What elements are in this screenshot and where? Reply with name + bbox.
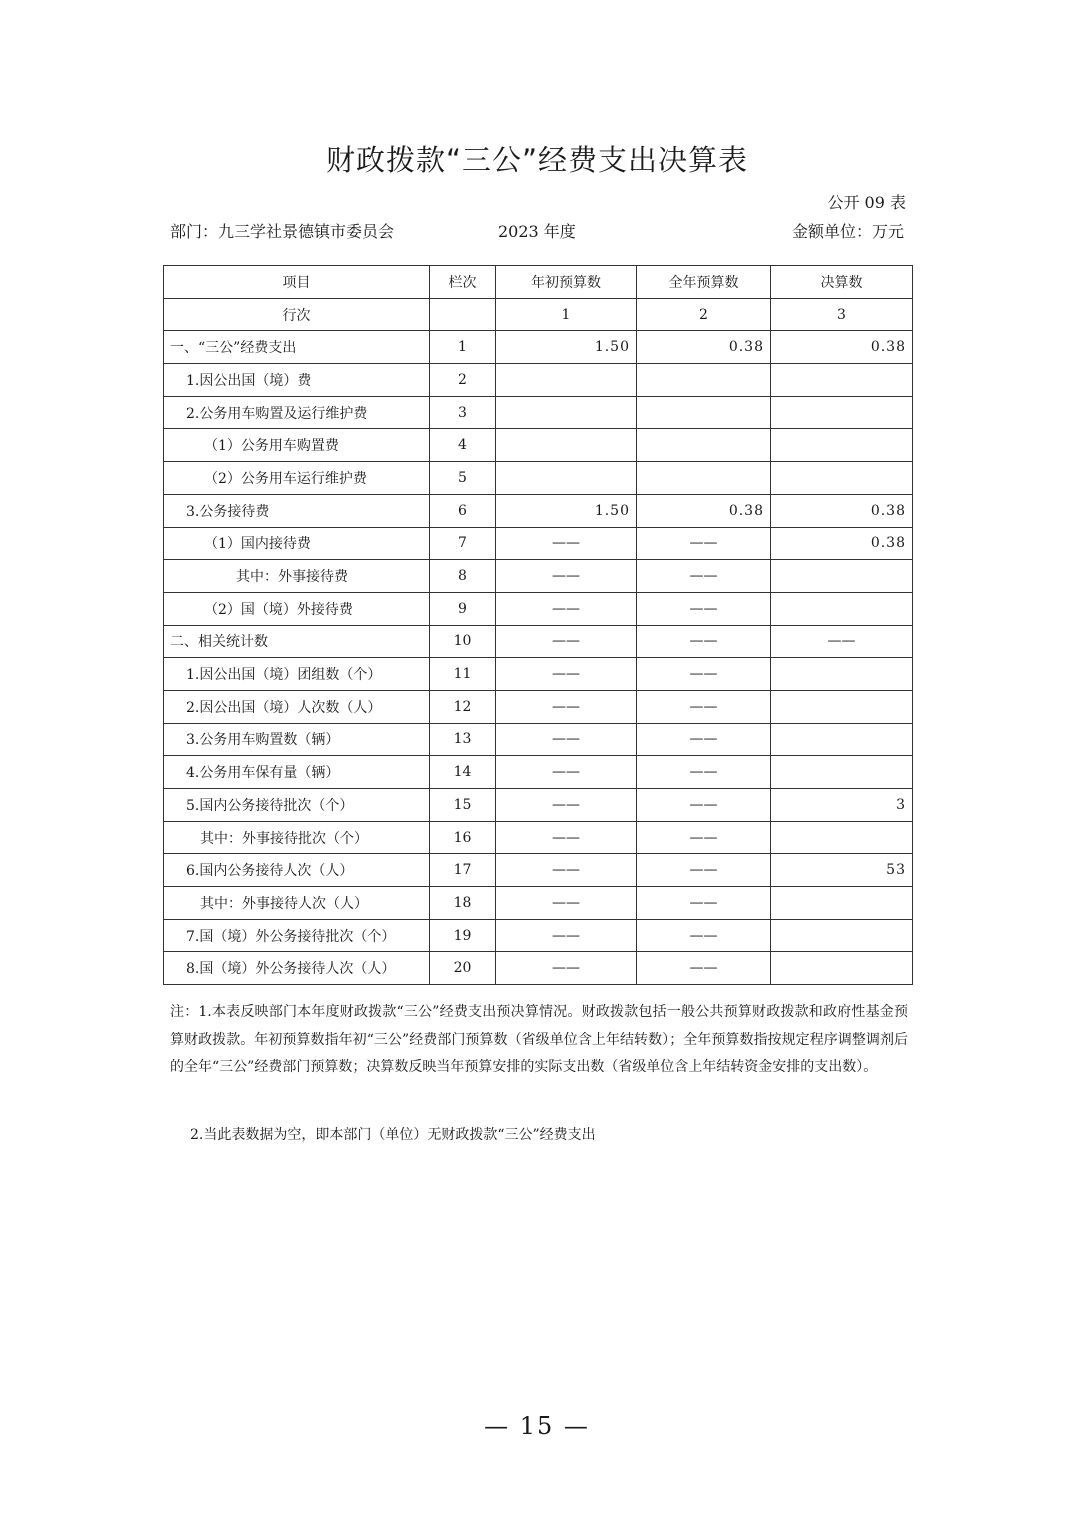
row-item: 其中：外事接待人次（人） [164,887,430,920]
row-line: 12 [430,690,496,723]
row-line: 6 [430,494,496,527]
row-initial-budget: —— [496,592,637,625]
index-c: 3 [771,298,913,331]
row-annual-budget: —— [637,592,771,625]
header-annual-budget: 全年预算数 [637,266,771,299]
row-annual-budget: —— [637,854,771,887]
row-line: 20 [430,952,496,985]
row-item: 一、“三公”经费支出 [164,331,430,364]
row-final-account [771,952,913,985]
row-initial-budget: —— [496,625,637,658]
row-initial-budget: —— [496,789,637,822]
table-row [164,756,913,789]
table-header-row [164,266,913,299]
table-row [164,658,913,691]
table-row [164,462,913,495]
row-item: 5.国内公务接待批次（个） [164,789,430,822]
row-final-account [771,592,913,625]
header-final-account: 决算数 [771,266,913,299]
row-item: 7.国（境）外公务接待批次（个） [164,919,430,952]
row-line: 4 [430,429,496,462]
row-item: 1.因公出国（境）团组数（个） [164,658,430,691]
meta-row [170,219,904,241]
row-annual-budget: —— [637,789,771,822]
row-item: 其中：外事接待批次（个） [164,821,430,854]
table-row [164,690,913,723]
row-final-account: 53 [771,854,913,887]
row-final-account: 3 [771,789,913,822]
row-annual-budget: —— [637,527,771,560]
row-item: （2）国（境）外接待费 [164,592,430,625]
row-initial-budget: —— [496,658,637,691]
row-line: 15 [430,789,496,822]
note-1: 注：1.本表反映部门本年度财政拨款“三公”经费支出预决算情况。财政拨款包括一般公共预算财政拨款和政府性基金预算财政拨款。年初预算数指年初“三公”经费部门预算数（省级单位含上年结转数）；全年预算数指按规定程序调整调剂后的全年“三公”经费部门预算数；决算数反映当年预算安排的实际支出数（省级单位含上年结转资金安排的支出数）。 [170,1004,908,1075]
table-row [164,396,913,429]
row-annual-budget: —— [637,756,771,789]
row-annual-budget: —— [637,625,771,658]
table-row [164,494,913,527]
index-line [430,298,496,331]
row-item: （1）国内接待费 [164,527,430,560]
row-final-account [771,756,913,789]
row-item: 3.公务接待费 [164,494,430,527]
index-b: 2 [637,298,771,331]
row-line: 19 [430,919,496,952]
row-annual-budget: —— [637,887,771,920]
row-initial-budget: —— [496,821,637,854]
row-initial-budget: —— [496,690,637,723]
row-line: 5 [430,462,496,495]
row-line: 1 [430,331,496,364]
department-label: 部门：九三学社景德镇市委员会 [170,222,395,241]
row-initial-budget: —— [496,723,637,756]
row-annual-budget: —— [637,723,771,756]
row-line: 14 [430,756,496,789]
row-line: 11 [430,658,496,691]
row-initial-budget: —— [496,854,637,887]
row-final-account: 0.38 [771,527,913,560]
page-number: — 15 — [484,1412,590,1440]
row-line: 13 [430,723,496,756]
row-initial-budget [496,429,637,462]
row-annual-budget [637,462,771,495]
table-row [164,560,913,593]
row-final-account [771,429,913,462]
row-annual-budget: —— [637,821,771,854]
note-2: 2.当此表数据为空，即本部门（单位）无财政拨款“三公”经费支出 [190,1127,596,1143]
table-row [164,364,913,397]
row-initial-budget: 1.50 [496,331,637,364]
row-item: 2.因公出国（境）人次数（人） [164,690,430,723]
row-final-account [771,887,913,920]
table-row [164,919,913,952]
row-final-account [771,723,913,756]
row-line: 17 [430,854,496,887]
row-item: 8.国（境）外公务接待人次（人） [164,952,430,985]
table-row [164,527,913,560]
row-initial-budget: —— [496,952,637,985]
row-final-account [771,364,913,397]
row-annual-budget: 0.38 [637,494,771,527]
row-line: 2 [430,364,496,397]
header-item: 项目 [164,266,430,299]
table-row [164,821,913,854]
row-annual-budget: —— [637,560,771,593]
row-item: 3.公务用车购置数（辆） [164,723,430,756]
page-title: 财政拨款“三公”经费支出决算表 [325,143,749,177]
row-line: 8 [430,560,496,593]
row-line: 18 [430,887,496,920]
form-code: 公开 09 表 [827,193,906,212]
row-final-account: 0.38 [771,331,913,364]
row-initial-budget: —— [496,887,637,920]
table-index-row [164,298,913,331]
header-initial-budget: 年初预算数 [496,266,637,299]
year-label: 2023 年度 [498,222,576,241]
row-initial-budget: —— [496,527,637,560]
row-final-account [771,560,913,593]
row-initial-budget [496,396,637,429]
table-row [164,723,913,756]
row-initial-budget: —— [496,756,637,789]
row-item: （2）公务用车运行维护费 [164,462,430,495]
row-initial-budget: —— [496,560,637,593]
row-annual-budget: 0.38 [637,331,771,364]
row-annual-budget: —— [637,952,771,985]
row-item: 6.国内公务接待人次（人） [164,854,430,887]
row-item: （1）公务用车购置费 [164,429,430,462]
row-item: 其中：外事接待费 [164,560,430,593]
table-row [164,789,913,822]
row-line: 3 [430,396,496,429]
row-item: 4.公务用车保有量（辆） [164,756,430,789]
row-item: 1.因公出国（境）费 [164,364,430,397]
row-initial-budget [496,462,637,495]
expense-table [163,265,913,985]
row-annual-budget: —— [637,690,771,723]
row-final-account: —— [771,625,913,658]
row-line: 16 [430,821,496,854]
row-initial-budget [496,364,637,397]
row-annual-budget: —— [637,919,771,952]
row-line: 7 [430,527,496,560]
row-final-account [771,396,913,429]
row-line: 10 [430,625,496,658]
table-row [164,952,913,985]
row-final-account [771,919,913,952]
index-label: 行次 [164,298,430,331]
row-annual-budget [637,364,771,397]
row-annual-budget [637,429,771,462]
row-annual-budget [637,396,771,429]
table-row [164,625,913,658]
row-final-account: 0.38 [771,494,913,527]
row-final-account [771,690,913,723]
row-item: 2.公务用车购置及运行维护费 [164,396,430,429]
header-line: 栏次 [430,266,496,299]
table-row [164,887,913,920]
row-final-account [771,658,913,691]
unit-label: 金额单位：万元 [791,222,904,241]
row-initial-budget: 1.50 [496,494,637,527]
index-a: 1 [496,298,637,331]
row-line: 9 [430,592,496,625]
table-row [164,429,913,462]
row-item: 二、相关统计数 [164,625,430,658]
table-row [164,592,913,625]
row-final-account [771,462,913,495]
table-row [164,854,913,887]
row-final-account [771,821,913,854]
row-annual-budget: —— [637,658,771,691]
row-initial-budget: —— [496,919,637,952]
table-row [164,331,913,364]
